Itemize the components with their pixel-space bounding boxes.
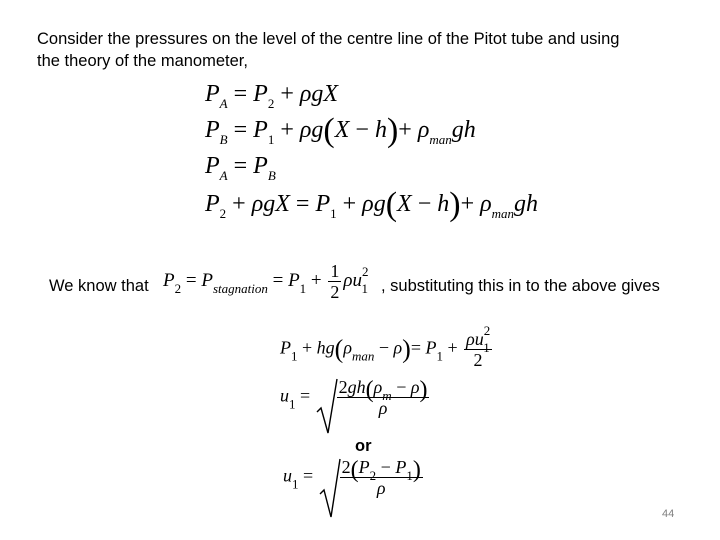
- intro-paragraph: [37, 28, 697, 72]
- substituting-text: , substituting this in to the above gives: [381, 277, 660, 295]
- square-root-icon: $\frac{2(P_2 - P_1)}{\rho}$: [318, 458, 423, 497]
- square-root-icon: $\frac{2gh(\rho_m - \rho)}{\rho}$: [315, 378, 430, 417]
- we-know-that-text: We know that: [49, 277, 149, 295]
- equation-velocity-1: $u_1$ = $\frac{2gh(\rho_m - \rho)}{\rho}$: [280, 378, 429, 417]
- equation-substituted: $P_1 + hg(\rho_{man} - \rho)= P_1$ + $\frac{\rho u^2_1}{2}$: [280, 323, 491, 370]
- equation-pb: $P_B = P_1 + \rho g(X - h)+ \rho_{man}gh$: [205, 112, 476, 149]
- equation-velocity-2: $u_1$ = $\frac{2(P_2 - P_1)}{\rho}$: [283, 458, 423, 497]
- equation-pa: $P_A = P_2 + \rho gX$: [205, 81, 339, 111]
- intro-line-2: the theory of the manometer,: [37, 52, 248, 70]
- equation-combined: $P_2 + \rho gX = P_1 + \rho g(X - h)+ \rho_{man}gh$: [205, 186, 539, 223]
- equation-pa-equals-pb: $P_A = P_B$: [205, 153, 276, 183]
- page-number: 44: [662, 508, 675, 520]
- intro-line-1: Consider the pressures on the level of the centre line of the Pitot tube and using: [37, 30, 620, 48]
- or-text: or: [355, 437, 372, 455]
- equation-stagnation: $P_2 = P_{stagnation} = P_1$ + $\frac{1}{2}$ $\rho u^2_1$: [163, 261, 369, 302]
